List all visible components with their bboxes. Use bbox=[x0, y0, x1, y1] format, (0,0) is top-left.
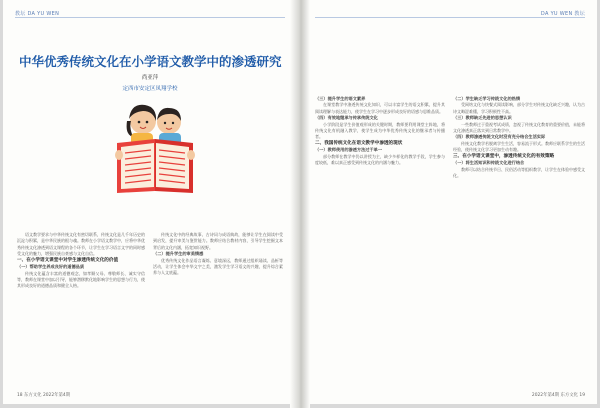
left-page bbox=[3, 0, 297, 404]
article-author: 尚亚萍 bbox=[141, 75, 159, 81]
left-column-2 bbox=[153, 232, 283, 277]
left-page-footer: 18 东方文化 2022年第4期 bbox=[17, 393, 71, 398]
right-header-rule bbox=[315, 17, 585, 18]
section-heading-1: 一、在小学语文课堂中对学生渗透传统文化的价值 bbox=[17, 257, 119, 263]
body-paragraph: 一些教师过于重视考试成绩，忽视了传统文化教育的重要价值，未能将文化渗透真正落实到日常教学中。 bbox=[453, 121, 585, 134]
left-column-1 bbox=[17, 232, 145, 290]
section-heading-2: 二、我国传统文化在语文教学中渗透的现状 bbox=[315, 140, 403, 146]
article-affiliation: 定西市安定区凤翔学校 bbox=[122, 86, 178, 92]
body-paragraph: 在课堂教学中渗透传统文化知识，可以丰富学生的语文积累，提升其阅读理解与表达能力，使学生在学习中逐步形成良好的语感与思维品质。 bbox=[315, 102, 445, 114]
right-running-header: DA YU WEN 教坛 bbox=[540, 11, 585, 17]
subheading: （三）教师缺乏先进的思想认识 bbox=[453, 115, 512, 121]
body-paragraph: 优秀传统文化作品语言凝练、意境深远，教师通过组织诵读、品析等活动，让学生体会中华文字之美，激发学生学习语文的兴趣，提升综合素养与人文底蕴。 bbox=[153, 257, 283, 276]
right-column-2 bbox=[453, 96, 585, 179]
subheading-2: （二）提升学生的审美情感 bbox=[153, 251, 204, 257]
section-heading-3: 三、在小学语文课堂中，渗透传统文化的有效策略 bbox=[453, 153, 555, 159]
subheading: （一）教师使用的渗透方法过于单一 bbox=[315, 147, 383, 153]
left-header-rule bbox=[15, 17, 285, 18]
body-paragraph: 传统文化中的经典故事、古诗词与成语典故，能够让学生在阅读中受到启发，提升审美与鉴赏能力。教师应结合教材内容，引导学生挖掘文本背后的文化内涵，拓宽知识视野。 bbox=[153, 232, 283, 250]
subheading: （四）教师渗透传统文化时没有充分结合生活实际 bbox=[453, 134, 546, 140]
subheading-1: （一）帮助学生养成良好的道德品质 bbox=[17, 264, 85, 270]
subheading: （三）提升学生的语文素养 bbox=[315, 96, 366, 101]
body-paragraph: 部分教师在教学中仍以讲授为主，缺少多样化的教学手段，学生参与度较低，难以真正感受到传统文化的内涵与魅力。 bbox=[315, 153, 445, 166]
right-page bbox=[303, 0, 597, 404]
body-paragraph: 传统文化蕴含丰富的道德观念，如孝顺父母、尊敬师长、诚实守信等，教师在课堂中加以引导，能够潜移默化地影响学生的思想与行为，使其形成良好的道德品质和健全人格。 bbox=[17, 270, 145, 289]
right-column-1 bbox=[315, 96, 445, 167]
subheading: （一）将生活知识和传统文化进行结合 bbox=[453, 160, 525, 166]
book-gutter bbox=[290, 0, 310, 408]
body-paragraph: 受网络文化与快餐式阅读影响，部分学生对传统文化缺乏兴趣，认为古诗文晦涩难懂，学习积极性不高。 bbox=[453, 102, 585, 114]
intro-paragraph: 语文教学要求与中华传统文化有密切联系，传统文化是几千年历史的沉淀与积累，是中华民族的根与魂。教师在小学语文教学中，应将中华优秀传统文化渗透到语文课程的各个环节，让学生在学习语言文字的同时感受文化的魅力，增强民族自豪感与文化自信。 bbox=[17, 232, 145, 257]
left-running-header: 教坛 DA YU WEN bbox=[15, 11, 60, 17]
body-paragraph: 传统文化教学若脱离学生生活，容易流于形式。教师应联系学生的生活经验，使传统文化学习更加生动有趣。 bbox=[453, 140, 585, 153]
children-reading-illustration bbox=[109, 95, 201, 195]
subheading: （二）学生缺乏学习传统文化的热情 bbox=[453, 96, 521, 101]
article-title: 中华优秀传统文化在小学语文教学中的渗透研究 bbox=[19, 54, 282, 69]
body-paragraph: 教师可以结合传统节日、民俗活动等组织教学，让学生在体验中感受文化。 bbox=[453, 166, 585, 179]
right-page-footer: 2022年第4期 东方文化 19 bbox=[531, 393, 585, 398]
body-paragraph: 小学阶段是学生价值观形成的关键时期，教师要利用课堂主阵地，将传统文化有机融入教学，使学生成为中华优秀传统文化的继承者与传播者。 bbox=[315, 121, 445, 140]
subheading: （四）有效地继承与传承传统文化 bbox=[315, 115, 378, 121]
